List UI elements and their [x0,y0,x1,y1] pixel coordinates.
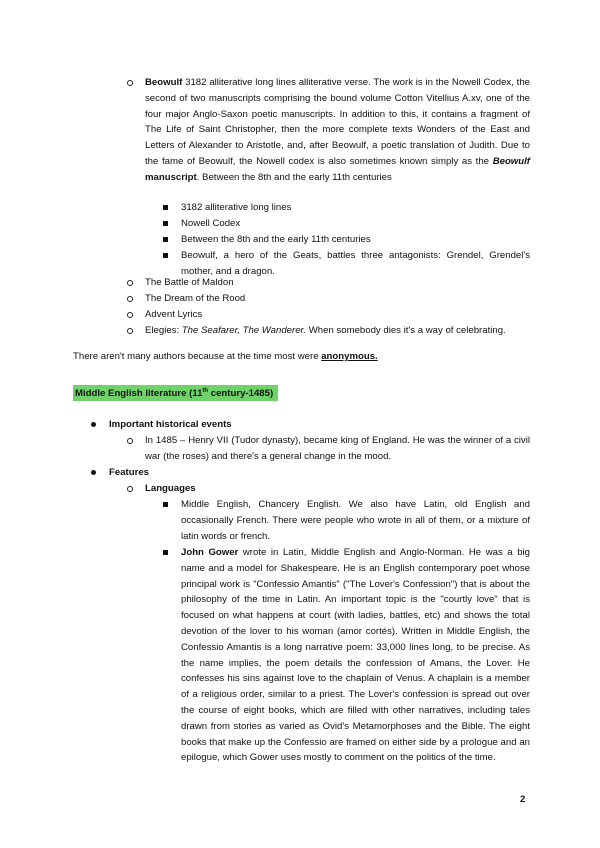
list-item [127,275,530,291]
elegies-text [145,323,530,339]
sub-item-text: 3182 alliterative long lines [181,202,292,213]
features-label: Features [109,467,149,478]
square-bullet-icon [163,253,168,258]
square-bullet-icon [163,237,168,242]
hollow-circle-bullet-icon [127,328,133,334]
list-item [127,291,530,307]
gower-name: John Gower [181,547,239,558]
gower-text: wrote in Latin, Middle English and Anglo-Norman. He was a big name and a model for Shakespeare. He is an English contemporary poet whose principal work is "Confessio Amantis" ("The Lover's Confession") that is about the philosophy of the time in Latin. An important topic is the "courtly love" that is focused on what happens at court (with ladies, battles, etc) and shows the total devotion of the lover to his woman (amor cortés). Written in Middle English, the Confessio Amantis is a long narrative poem: 33,000 lines long, to be precise. As the name implies, the poem details the confession of Amans, the Lover. He confesses his sins against love to the chaplain of Venus. A chaplain is a member of a religious order, similar to a priest. The Lover's confession is spread out over the course of eight books, which are filled with other narratives, including tales drawn from stories as varied as Ovid's Metamorphoses and the Bible. The eight books that make up the Confessio are framed on either side by a prologue and an epilogue, which Gower uses mostly to comment on the politics of the time. [181,547,530,764]
filled-disc-bullet-icon [91,422,96,427]
hollow-circle-bullet-icon [127,280,133,286]
language-detail-item [163,497,530,544]
hollow-circle-bullet-icon [127,312,133,318]
elegies-rest: When somebody dies it's a way of celebrating. [306,325,506,336]
events-item [91,417,531,433]
languages-label: Languages [145,483,196,494]
sub-list-item [163,216,530,232]
hollow-circle-bullet-icon [127,296,133,302]
beowulf-manuscript-italic: Beowulf [492,155,530,167]
filled-disc-bullet-icon [91,470,96,475]
beowulf-text-c: . Between the 8th and the early 11th centuries [196,171,392,183]
events-label: Important historical events [109,419,232,430]
square-bullet-icon [163,221,168,226]
beowulf-text-b: alliterative verse. The work is in the Nowell Codex, the second of two manuscripts comprising the bound volume Cotton Vitellius A.xv, one of the four major Anglo-Saxon poetic manuscripts. In addition to this, it contains a fragment of The Life of Saint Christopher, then the more complete texts Wonders of the East and Letters of Alexander to Aristotle, and, after Beowulf, a poetic translation of Judith. Due to the fame of Beowulf, the Nowell codex is also sometimes known simply as the [145,77,530,167]
list-item-beowulf [127,75,530,186]
beowulf-manuscript-rest: manuscript [145,171,197,183]
list-item-elegies [127,323,530,339]
languages-item [127,481,530,497]
features-item [91,465,531,481]
gower-paragraph [181,545,530,766]
beowulf-title: Beowulf [145,77,183,88]
list-item [127,307,530,323]
elegies-label: Elegies: [145,325,182,336]
heading-text-pre: Middle English literature (11 [75,388,203,399]
square-bullet-icon [163,550,168,555]
hollow-circle-bullet-icon [127,80,133,86]
heading-text-post: century-1485) [208,388,274,399]
gower-item [163,545,530,766]
language-detail-text: Middle English, Chancery English. We also have Latin, old English and occasionally French. There were people who wrote in all of them, or a mixture of latin words or french. [181,499,530,542]
authors-note [73,349,533,365]
sub-list-item [163,200,530,216]
square-bullet-icon [163,205,168,210]
elegies-titles: The Seafarer, The Wanderer. [181,325,307,336]
authors-note-emphasis: anonymous. [321,351,378,362]
list-item-text: Advent Lyrics [145,309,203,320]
sub-item-text: Nowell Codex [181,218,241,229]
list-item-text: The Dream of the Rood [145,293,246,304]
square-bullet-icon [163,502,168,507]
events-sub-item [127,433,530,465]
sub-item-text: Between the 8th and the early 11th centuries [181,234,371,245]
heading-superscript: th [202,387,209,394]
page-number: 2 [520,794,526,805]
beowulf-paragraph [145,75,530,186]
authors-note-text: There aren't many authors because at the time most were [73,351,322,362]
sub-item-text: Beowulf, a hero of the Geats, battles three antagonists: Grendel, Grendel's mother, and a dragon. [181,250,530,277]
section-heading [75,386,273,402]
sub-list-item [163,232,530,248]
hollow-circle-bullet-icon [127,486,133,492]
list-item-text: The Battle of Maldon [145,277,234,288]
beowulf-text-a: 3182 alliterative long lines [182,77,299,88]
events-text: In 1485 – Henry VII (Tudor dynasty), became king of England. He was the winner of a civil war (the roses) and there's a general change in the mood. [145,435,530,462]
hollow-circle-bullet-icon [127,438,133,444]
